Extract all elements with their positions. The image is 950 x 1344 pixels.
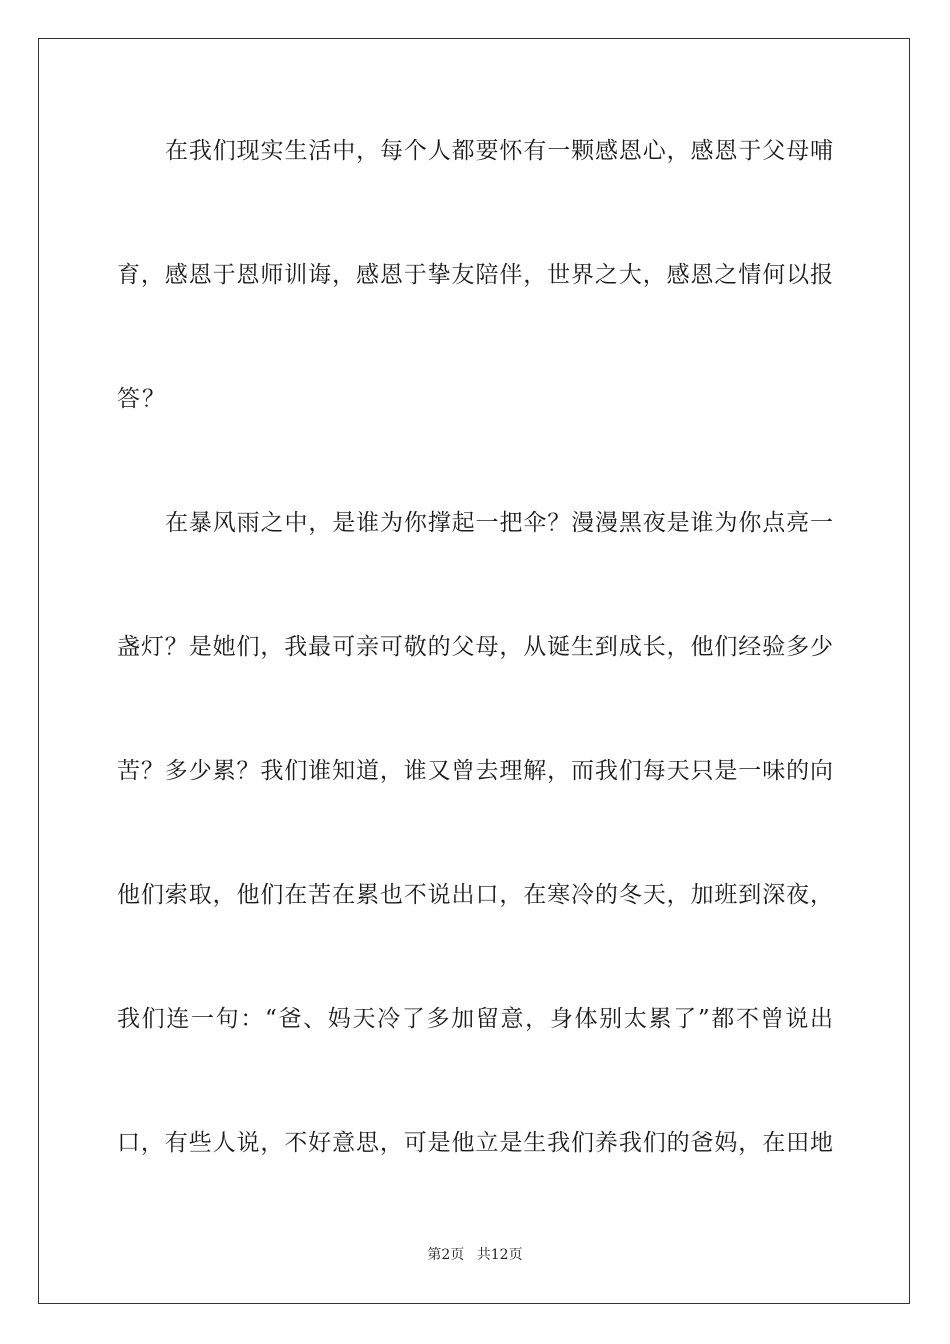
paragraph-2-line-6: 口，有些人说，不好意思，可是他立是生我们养我们的爸妈，在田地 <box>117 1130 833 1156</box>
page-footer <box>0 1246 950 1264</box>
paragraph-1-line-3: 答？ <box>117 386 167 412</box>
page-border <box>38 38 910 1304</box>
paragraph-2-line-4: 他们索取，他们在苦在累也不说出口，在寒冷的冬天，加班到深夜， <box>117 882 833 908</box>
paragraph-2-line-3: 苦？多少累？我们谁知道，谁又曾去理解，而我们每天只是一味的向 <box>117 758 833 784</box>
page-total: 共12页 <box>476 1247 523 1263</box>
paragraph-2-line-5: 我们连一句：“爸、妈天冷了多加留意，身体别太累了”都不曾说出 <box>117 1006 833 1032</box>
paragraph-2-line-2: 盏灯？是她们，我最可亲可敬的父母，从诞生到成长，他们经验多少 <box>117 634 833 660</box>
paragraph-2-line-1: 在暴风雨之中，是谁为你撑起一把伞？漫漫黑夜是谁为你点亮一 <box>165 510 833 536</box>
paragraph-1-line-1: 在我们现实生活中，每个人都要怀有一颗感恩心，感恩于父母哺 <box>165 138 833 164</box>
page-number: 第2页 <box>427 1247 465 1263</box>
paragraph-1-line-2: 育，感恩于恩师训诲，感恩于挚友陪伴，世界之大，感恩之情何以报 <box>117 262 833 288</box>
